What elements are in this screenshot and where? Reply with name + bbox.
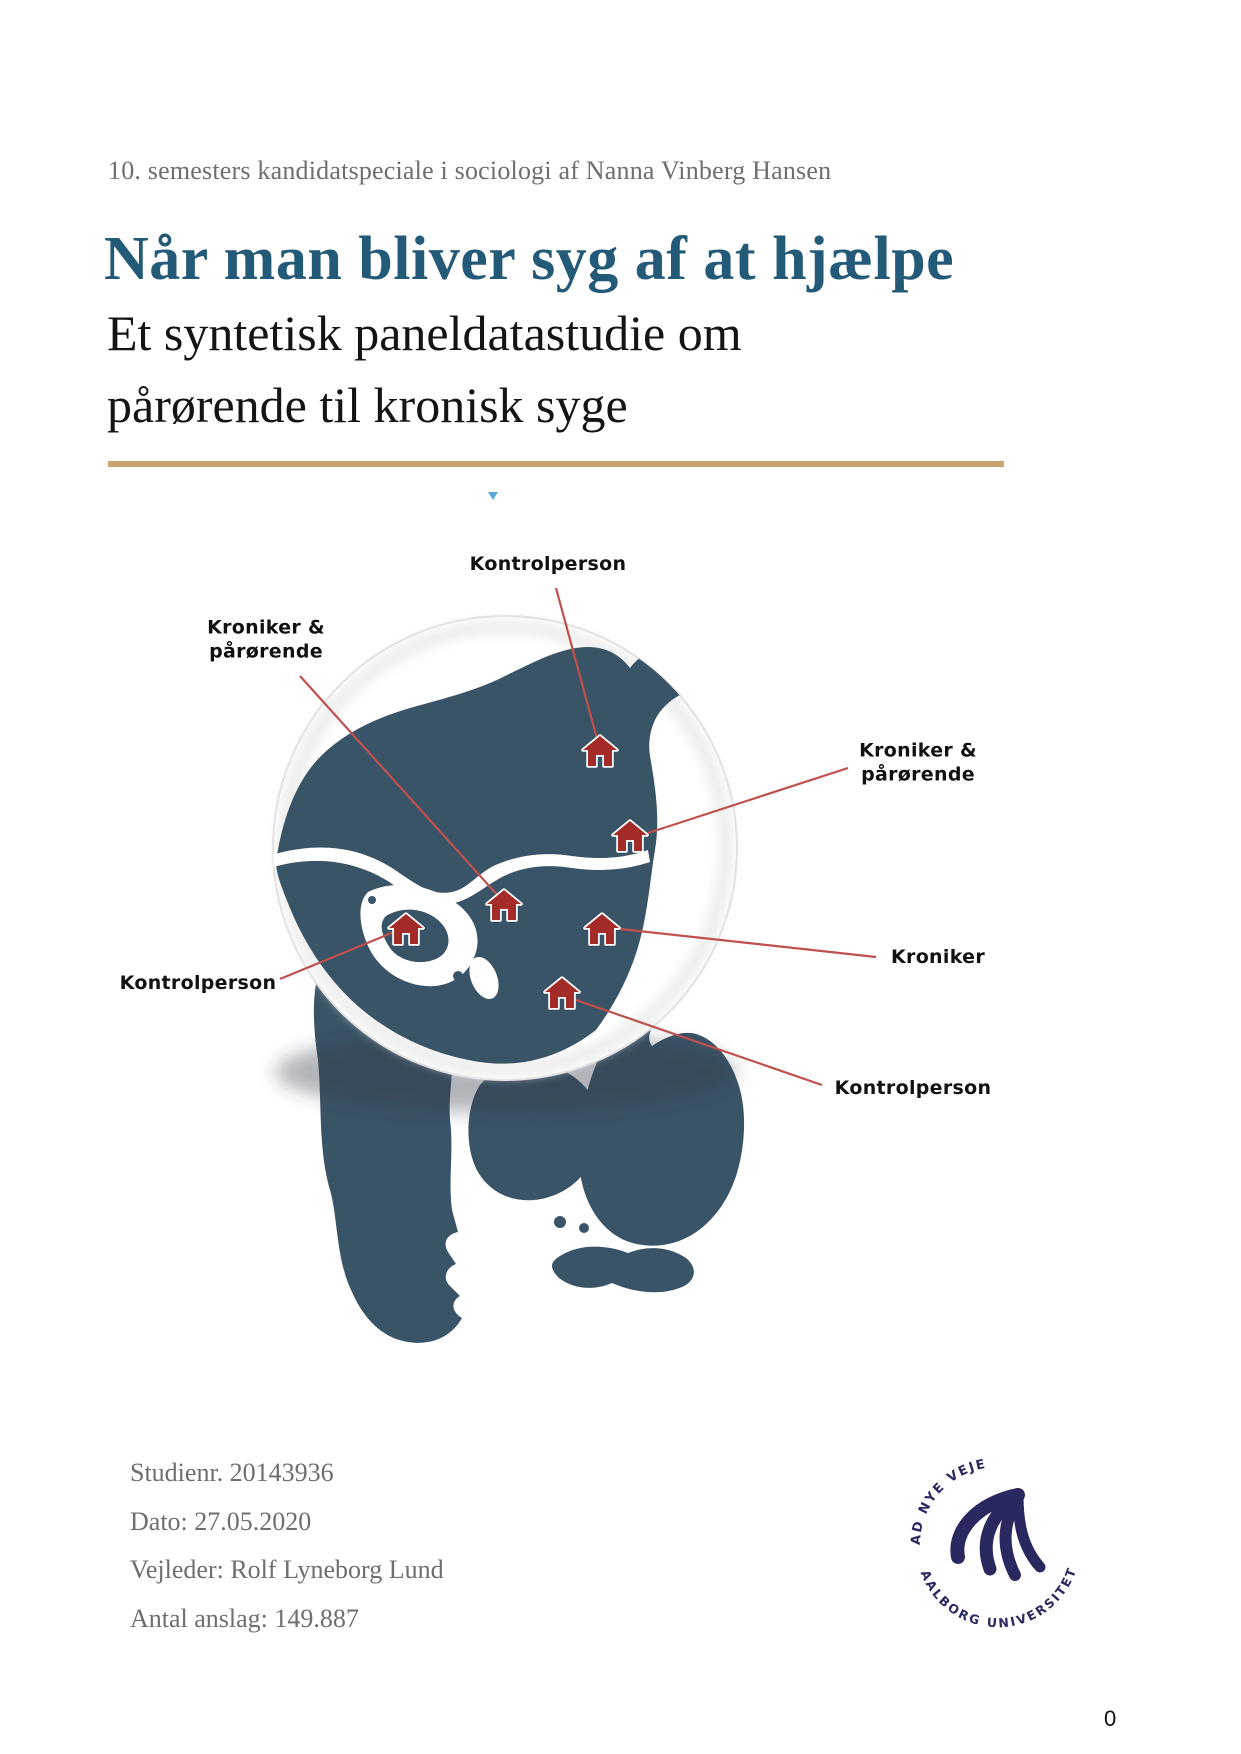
map-label-kontrolperson-top: Kontrolperson [469, 553, 627, 576]
map-label-kroniker-paroerende-left: Kroniker & pårørende [207, 616, 325, 662]
map-label-kroniker-paroerende-right: Kroniker & pårørende [859, 739, 977, 785]
aau-logo-svg [898, 1445, 1098, 1645]
subtitle-line-2: pårørende til kronisk syge [107, 377, 628, 433]
map-label-kroniker-right: Kroniker [891, 946, 985, 969]
subtitle-line-1: Et syntetisk paneldatastudie om [107, 305, 742, 361]
details-block [130, 1449, 444, 1643]
detail-anslag: Antal anslag: 149.887 [130, 1603, 359, 1633]
map-label-kontrolperson-left: Kontrolperson [119, 972, 277, 995]
aau-swirl-mark [957, 1495, 1040, 1575]
detail-dato: Dato: 27.05.2020 [130, 1506, 312, 1536]
logo-name-text: AALBORG UNIVERSITET [917, 1564, 1080, 1631]
eyebrow-text: 10. semesters kandidatspeciale i sociologi af Nanna Vinberg Hansen [108, 156, 832, 185]
aalborg-university-logo [898, 1445, 1098, 1645]
detail-vejleder: Vejleder: Rolf Lyneborg Lund [130, 1555, 444, 1584]
page-title: Når man bliver syg af at hjælpe [104, 225, 955, 293]
logo-motto-text: AD NYE VEJE [908, 1456, 989, 1546]
map-label-kontrolperson-bottom: Kontrolperson [834, 1077, 992, 1100]
page-number: 0 [1104, 1706, 1117, 1731]
detail-studienr: Studienr. 20143936 [130, 1458, 334, 1487]
